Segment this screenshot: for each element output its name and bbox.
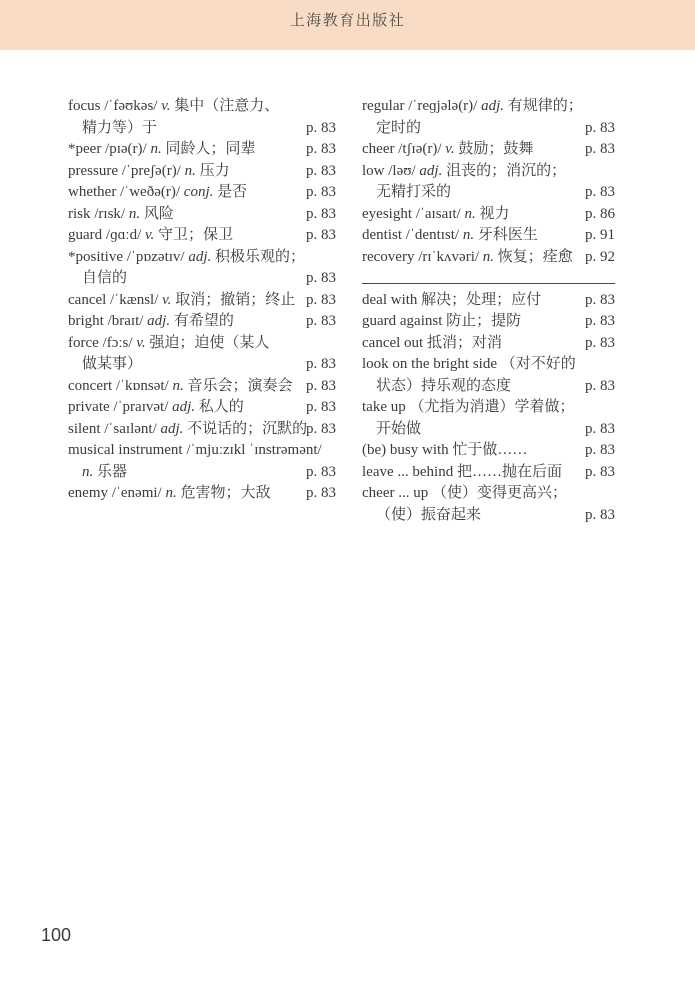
- entry-segment-en: deal with: [362, 291, 422, 308]
- vocab-line: [68, 462, 336, 484]
- entry-segment-en: low /ləʊ/: [362, 162, 420, 179]
- entry-segment-zh: 解决；处理；应付: [421, 291, 542, 308]
- entry-segment-zh: 私人的: [198, 399, 244, 415]
- entry-segment-en: guard /ɡɑːd/: [68, 227, 145, 243]
- entry-segment-en: focus /ˈfəʊkəs/: [68, 98, 162, 114]
- entry-text: [362, 204, 510, 226]
- entry-text: [68, 397, 244, 419]
- vocab-line: [68, 290, 336, 312]
- entry-segment-en: risk /rɪsk/: [68, 205, 129, 222]
- entry-text: [68, 225, 233, 247]
- entry-segment-zh: 忙于做……: [452, 442, 528, 458]
- entry-segment-en: eyesight /ˈaɪsaɪt/: [362, 205, 465, 222]
- entry-segment-zh: （使）振奋起来: [376, 506, 482, 523]
- page-ref: p. 83: [306, 463, 336, 480]
- entry-segment-pos: n.: [82, 463, 97, 480]
- entry-segment-zh: 积极乐观的；: [215, 248, 306, 265]
- entry-text: [68, 311, 234, 333]
- entry-text: [362, 333, 502, 355]
- entry-segment-en: cancel out: [362, 334, 427, 351]
- entry-segment-en: dentist /ˈdentɪst/: [362, 227, 463, 243]
- page-ref: p. 86: [585, 205, 615, 222]
- vocab-line: [68, 161, 336, 183]
- entry-segment-en: enemy /ˈenəmi/: [68, 485, 166, 501]
- entry-text: [68, 268, 127, 290]
- entry-text: [362, 462, 562, 484]
- entry-segment-pos: n.: [172, 377, 188, 394]
- page-ref: p. 83: [306, 485, 336, 501]
- entry-segment-pos: v.: [445, 141, 459, 157]
- entry-segment-en: cheer ... up: [362, 485, 432, 501]
- entry-segment-zh: 无精打采的: [376, 184, 452, 200]
- page-ref: p. 83: [306, 313, 336, 329]
- page-ref: p. 91: [585, 227, 615, 243]
- entry-text: [68, 333, 269, 355]
- entry-text: [362, 311, 521, 333]
- vocab-line: [362, 247, 615, 269]
- entry-segment-en: force /fɔːs/: [68, 334, 137, 351]
- vocab-line: [362, 333, 615, 355]
- vocab-line: [362, 440, 615, 462]
- entry-segment-pos: n.: [150, 141, 166, 157]
- page-ref: p. 83: [585, 119, 615, 136]
- page-ref: p. 83: [306, 119, 336, 136]
- entry-segment-pos: adj.: [419, 162, 447, 179]
- entry-segment-pos: adj.: [147, 313, 174, 329]
- vocab-line: [362, 139, 615, 161]
- entry-text: [68, 247, 305, 269]
- entry-text: [362, 290, 541, 312]
- entry-segment-en: whether /ˈweðə(r)/: [68, 184, 184, 200]
- entry-segment-en: guard against: [362, 313, 447, 329]
- vocab-line: [68, 204, 336, 226]
- entry-segment-en: take up: [362, 399, 410, 415]
- entry-segment-en: silent /ˈsaɪlənt/: [68, 420, 161, 437]
- vocab-line: [68, 311, 336, 333]
- entry-text: [362, 397, 575, 419]
- page-ref: p. 83: [306, 377, 336, 394]
- vocab-line: [362, 225, 615, 247]
- entry-segment-pos: n.: [165, 485, 181, 501]
- entry-segment-zh: 抵消；对消: [426, 334, 502, 351]
- entry-text: [362, 96, 583, 118]
- entry-segment-zh: （尤指为消遣）学着做；: [409, 399, 575, 415]
- section-divider: [362, 268, 615, 290]
- page-ref: p. 83: [585, 420, 615, 437]
- vocab-line: [68, 376, 336, 398]
- publisher-title: 上海教育出版社: [289, 13, 406, 29]
- entry-text: [362, 483, 567, 505]
- entry-segment-zh: 同龄人；同辈: [165, 141, 256, 157]
- entry-segment-en: look on the bright side: [362, 356, 501, 372]
- page-ref: p. 83: [306, 141, 336, 157]
- entry-text: [68, 118, 157, 140]
- entry-segment-zh: 沮丧的；消沉的；: [446, 162, 567, 179]
- entry-text: [362, 419, 421, 441]
- entry-segment-zh: （使）变得更高兴；: [431, 485, 567, 501]
- entry-segment-zh: 做某事）: [82, 356, 143, 372]
- page-ref: p. 83: [585, 291, 615, 308]
- entry-segment-zh: 乐器: [97, 463, 128, 480]
- entry-segment-zh: 恢复；痊愈: [497, 248, 573, 265]
- entry-text: [362, 118, 421, 140]
- entry-text: [362, 354, 576, 376]
- vocab-line: [68, 354, 336, 376]
- page-ref: p. 83: [585, 313, 615, 329]
- entry-text: [362, 182, 451, 204]
- entry-segment-pos: n.: [184, 162, 200, 179]
- vocab-line: [362, 354, 615, 376]
- vocab-line: [68, 247, 336, 269]
- vocab-line: [362, 96, 615, 118]
- page-ref: p. 83: [306, 184, 336, 200]
- entry-segment-en: recovery /rɪˈkʌvəri/: [362, 248, 483, 265]
- page-ref: p. 83: [585, 184, 615, 200]
- page-ref: p. 83: [306, 162, 336, 179]
- entry-segment-zh: 音乐会；演奏会: [187, 377, 293, 394]
- entry-segment-zh: （对不好的: [500, 356, 576, 372]
- entry-segment-pos: n.: [462, 227, 478, 243]
- page-ref: p. 83: [306, 205, 336, 222]
- vocab-line: [362, 311, 615, 333]
- page-ref: p. 83: [306, 399, 336, 415]
- vocab-line: [68, 139, 336, 161]
- vocab-line: [362, 204, 615, 226]
- entry-text: [68, 354, 142, 376]
- entry-text: [68, 290, 295, 312]
- entry-text: [362, 225, 538, 247]
- page-ref: p. 83: [585, 141, 615, 157]
- vocab-line: [362, 505, 615, 527]
- entry-text: [68, 182, 247, 204]
- vocab-line: [362, 182, 615, 204]
- divider-rule: [362, 283, 615, 284]
- entry-segment-zh: 危害物；大敌: [180, 485, 271, 501]
- entry-segment-zh: 状态）持乐观的态度: [376, 377, 512, 394]
- entry-segment-en: cancel /ˈkænsl/: [68, 291, 163, 308]
- vocab-line: [362, 419, 615, 441]
- entry-segment-en: pressure /ˈpreʃə(r)/: [68, 162, 185, 179]
- entry-text: [68, 139, 255, 161]
- vocab-line: [68, 440, 336, 462]
- entry-segment-en: leave ... behind: [362, 463, 457, 480]
- entry-segment-zh: 集中（注意力、: [174, 98, 280, 114]
- entry-segment-zh: 有规律的；: [507, 98, 583, 114]
- entry-text: [362, 247, 573, 269]
- entry-segment-en: regular /ˈreɡjələ(r)/: [362, 98, 482, 114]
- page-ref: p. 83: [585, 334, 615, 351]
- page-ref: p. 83: [306, 270, 336, 286]
- entry-text: [68, 96, 279, 118]
- entry-text: [362, 376, 511, 398]
- entry-segment-zh: 鼓励；鼓舞: [458, 141, 534, 157]
- entry-text: [362, 139, 533, 161]
- entry-segment-zh: 取消；撤销；终止: [175, 291, 296, 308]
- vocab-line: [68, 268, 336, 290]
- entry-text: [362, 440, 527, 462]
- entry-segment-pos: adj.: [481, 98, 508, 114]
- entry-segment-en: (be) busy with: [362, 442, 453, 458]
- entry-segment-pos: adj.: [160, 420, 188, 437]
- vocab-line: [362, 462, 615, 484]
- vocab-line: [68, 483, 336, 505]
- entry-segment-pos: n.: [464, 205, 480, 222]
- entry-segment-pos: n.: [482, 248, 498, 265]
- entry-segment-pos: adj.: [188, 248, 215, 265]
- vocab-line: [68, 182, 336, 204]
- entry-segment-en: *positive /ˈpɒzətɪv/: [68, 248, 189, 265]
- entry-segment-zh: 防止；提防: [446, 313, 522, 329]
- page-ref: p. 83: [585, 377, 615, 394]
- entry-segment-zh: 压力: [199, 162, 230, 179]
- page-ref: p. 83: [306, 420, 336, 437]
- entry-segment-pos: v.: [136, 334, 150, 351]
- vocab-line: [362, 118, 615, 140]
- entry-segment-zh: 风险: [143, 205, 174, 222]
- page-ref: p. 83: [306, 227, 336, 243]
- page-number: 100: [41, 925, 72, 945]
- vocab-line: [362, 483, 615, 505]
- entry-text: [68, 483, 270, 505]
- vocab-column-right: [362, 96, 615, 526]
- entry-segment-en: cheer /tʃɪə(r)/: [362, 141, 446, 157]
- entry-segment-en: bright /braɪt/: [68, 313, 148, 329]
- entry-segment-zh: 强迫；迫使（某人: [149, 334, 270, 351]
- entry-segment-zh: 精力等）于: [82, 119, 158, 136]
- page-ref: p. 83: [585, 506, 615, 523]
- page-ref: p. 83: [585, 463, 615, 480]
- entry-segment-pos: v.: [145, 227, 159, 243]
- entry-text: [68, 376, 293, 398]
- entry-segment-zh: 视力: [479, 205, 510, 222]
- entry-segment-en: private /ˈpraɪvət/: [68, 399, 173, 415]
- page-ref: p. 83: [585, 442, 615, 458]
- vocab-line: [68, 96, 336, 118]
- page-ref: p. 83: [306, 291, 336, 308]
- entry-segment-zh: 有希望的: [173, 313, 234, 329]
- entry-text: [68, 204, 174, 226]
- entry-segment-pos: v.: [162, 291, 176, 308]
- entry-segment-pos: adj.: [172, 399, 199, 415]
- entry-segment-pos: conj.: [183, 184, 218, 200]
- entry-text: [68, 462, 127, 484]
- vocab-line: [68, 333, 336, 355]
- vocab-line: [362, 376, 615, 398]
- entry-segment-en: *peer /pɪə(r)/: [68, 141, 151, 157]
- entry-text: [362, 161, 566, 183]
- entry-segment-en: concert /ˈkɒnsət/: [68, 377, 173, 394]
- entry-segment-zh: 定时的: [376, 119, 422, 136]
- vocab-column-left: [68, 96, 336, 505]
- entry-segment-pos: n.: [128, 205, 144, 222]
- entry-segment-zh: 牙科医生: [477, 227, 538, 243]
- entry-segment-zh: 是否: [217, 184, 248, 200]
- entry-text: [68, 419, 308, 441]
- entry-text: [68, 440, 322, 462]
- entry-segment-en: musical instrument /ˈmjuːzɪkl ˈɪnstrəmənt/: [68, 442, 322, 458]
- entry-text: [362, 505, 481, 527]
- page-ref: p. 83: [306, 356, 336, 372]
- vocab-line: [362, 161, 615, 183]
- vocab-line: [68, 225, 336, 247]
- vocab-line: [68, 118, 336, 140]
- vocab-line: [362, 397, 615, 419]
- entry-segment-zh: 守卫；保卫: [158, 227, 234, 243]
- entry-segment-zh: 不说话的；沉默的: [187, 420, 308, 437]
- vocab-line: [362, 290, 615, 312]
- entry-segment-zh: 把……抛在后面: [456, 463, 562, 480]
- entry-segment-zh: 开始做: [376, 420, 422, 437]
- vocab-line: [68, 397, 336, 419]
- vocab-line: [68, 419, 336, 441]
- entry-segment-zh: 自信的: [82, 270, 128, 286]
- entry-segment-pos: v.: [161, 98, 175, 114]
- publisher-banner: [0, 0, 695, 50]
- entry-text: [68, 161, 230, 183]
- page-ref: p. 92: [585, 248, 615, 265]
